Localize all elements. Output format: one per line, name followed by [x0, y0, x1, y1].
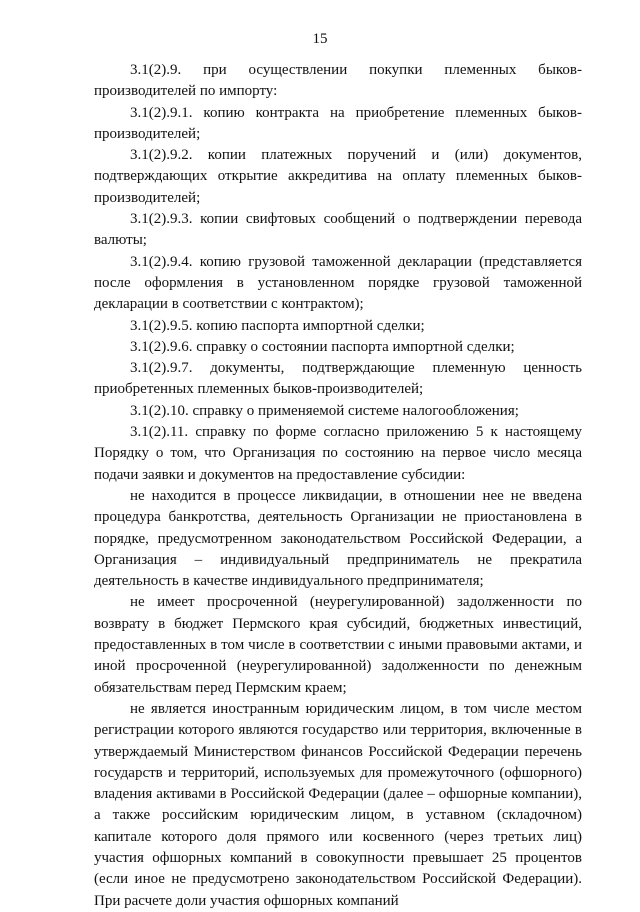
paragraph-3-1-2-9-5: 3.1(2).9.5. копию паспорта импортной сделки;	[130, 317, 425, 334]
paragraph-3-1-2-9-7: 3.1(2).9.7. документы, подтверждающие племенную ценность приобретенных племенных быков-производителей;	[94, 360, 582, 398]
paragraph-not-foreign-entity: не является иностранным юридическим лицом, в том числе местом регистрации которого являются государство или территория, включенные в утверждаемый Министерством финансов Российской Федерации перечень государств и территорий, используемых для промежуточного (офшорного) владения активами в Российской Федерации (далее – офшорные компании), а также российским юридическим лицом, в уставном (складочном) капитале которого доля прямого или косвенного (через третьих лиц) участия офшорных компаний в совокупности превышает 25 процентов (если иное не предусмотрено законодательством Российской Федерации). При расчете доли участия офшорных компаний	[94, 700, 582, 909]
document-body	[94, 60, 582, 912]
paragraph-not-in-liquidation: не находится в процессе ликвидации, в отношении нее не введена процедура банкротства, деятельность Организации не приостановлена в порядке, предусмотренном законодательством Российской Федерации, а Организация – индивидуальный предприниматель не прекратила деятельность в качестве индивидуального предпринимателя;	[94, 487, 582, 590]
paragraph-3-1-2-11: 3.1(2).11. справку по форме согласно приложению 5 к настоящему Порядку о том, что Организация по состоянию на первое число месяца подачи заявки и документов на предоставление субсидии:	[94, 424, 582, 483]
page-number: 15	[312, 31, 328, 47]
paragraph-no-overdue-debt: не имеет просроченной (неурегулированной) задолженности по возврату в бюджет Пермского края субсидий, бюджетных инвестиций, предоставленных в том числе в соответствии с иными правовыми актами, и иной просроченной (неурегулированной) задолженности по денежным обязательствам перед Пермским краем;	[94, 594, 582, 696]
paragraph-3-1-2-10: 3.1(2).10. справку о применяемой системе налогообложения;	[130, 402, 519, 419]
paragraph-3-1-2-9-6: 3.1(2).9.6. справку о состоянии паспорта импортной сделки;	[130, 338, 515, 355]
paragraph-3-1-2-9-4: 3.1(2).9.4. копию грузовой таможенной декларации (представляется после оформления в установленном порядке грузовой таможенной декларации в соответствии с контрактом);	[94, 253, 582, 313]
paragraph-3-1-2-9-2: 3.1(2).9.2. копии платежных поручений и (или) документов, подтверждающих открытие аккредитива на оплату племенных быков-производителей;	[94, 147, 582, 206]
paragraph-3-1-2-9-1: 3.1(2).9.1. копию контракта на приобретение племенных быков-производителей;	[94, 104, 582, 142]
paragraph-3-1-2-9: 3.1(2).9. при осуществлении покупки племенных быков-производителей по импорту:	[94, 62, 582, 100]
paragraph-3-1-2-9-3: 3.1(2).9.3. копии свифтовых сообщений о подтверждении перевода валюты;	[94, 211, 582, 249]
